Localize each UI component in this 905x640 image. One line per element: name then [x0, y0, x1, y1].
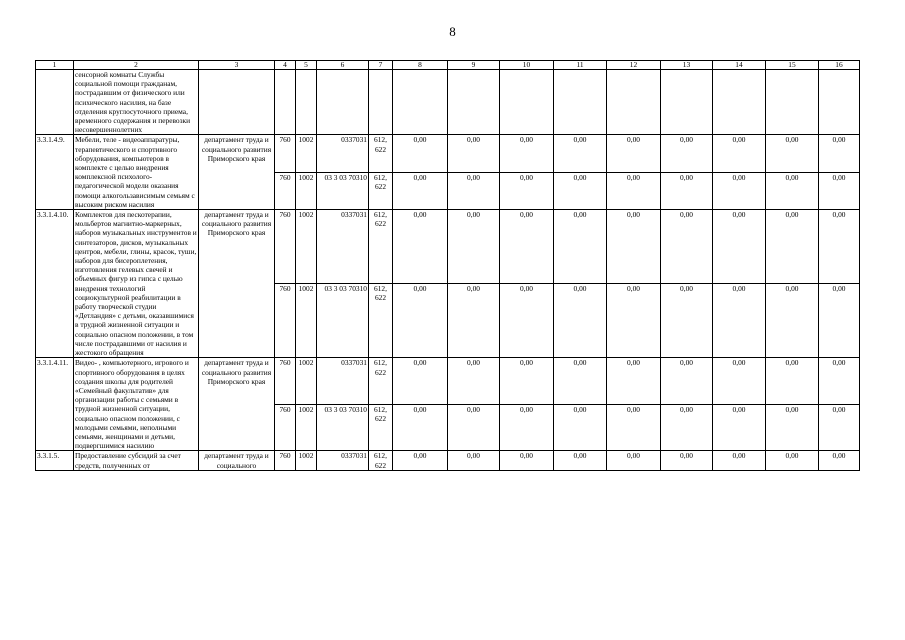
column-number: 9	[448, 61, 500, 70]
amount-cell: 0,00	[393, 135, 448, 172]
col-6-value: 0337031	[317, 210, 369, 284]
table-row	[36, 451, 860, 470]
col-7-value: 612, 622	[369, 210, 393, 284]
amount-cell: 0,00	[448, 404, 500, 451]
col-6-value: 03 3 03 70310	[317, 172, 369, 209]
amount-cell: 0,00	[448, 451, 500, 470]
amount-cell: 0,00	[766, 358, 819, 405]
column-number: 2	[74, 61, 199, 70]
amount-cell: 0,00	[554, 404, 607, 451]
amount-cell: 0,00	[713, 135, 766, 172]
row-department: департамент труда и социального	[199, 451, 275, 470]
amount-cell: 0,00	[448, 284, 500, 358]
amount-cell: 0,00	[500, 358, 554, 405]
amount-cell: 0,00	[661, 358, 713, 405]
row-code: 3.3.1.4.10.	[36, 210, 74, 358]
col-5-value: 1002	[296, 172, 317, 209]
amount-cell: 0,00	[766, 404, 819, 451]
amount-cell: 0,00	[554, 284, 607, 358]
amount-cell: 0,00	[713, 284, 766, 358]
col-6-value: 03 3 03 70310	[317, 284, 369, 358]
col-7-value: 612, 622	[369, 284, 393, 358]
amount-cell: 0,00	[819, 358, 860, 405]
amount-cell: 0,00	[661, 210, 713, 284]
col-5-value: 1002	[296, 358, 317, 405]
amount-cell: 0,00	[819, 284, 860, 358]
amount-cell: 0,00	[766, 172, 819, 209]
amount-cell: 0,00	[607, 451, 661, 470]
row-code: 3.3.1.4.9.	[36, 135, 74, 210]
amount-cell: 0,00	[607, 284, 661, 358]
amount-cell: 0,00	[554, 210, 607, 284]
column-number: 11	[554, 61, 607, 70]
col-5-value: 1002	[296, 284, 317, 358]
code-cell	[36, 70, 74, 135]
amount-cell: 0,00	[500, 135, 554, 172]
amount-cell: 0,00	[448, 135, 500, 172]
column-number: 5	[296, 61, 317, 70]
column-number-row	[36, 61, 860, 70]
amount-cell: 0,00	[607, 135, 661, 172]
amount-cell: 0,00	[554, 172, 607, 209]
col-6-value: 0337031	[317, 135, 369, 172]
table-row	[36, 210, 860, 284]
amount-cell: 0,00	[500, 284, 554, 358]
row-description: Мебели, теле - видеоаппаратуры, терапевтического и спортивного оборудования, компьютеров в комплекте с целью внедрения комплексной психолого-педагогической модели оказания помощи алкогользависимым семьям с высоким риском насилия	[74, 135, 199, 210]
amount-cell: 0,00	[661, 172, 713, 209]
col-5-value: 1002	[296, 451, 317, 470]
column-number: 15	[766, 61, 819, 70]
amount-cell: 0,00	[393, 210, 448, 284]
col-4-value: 760	[275, 210, 296, 284]
row-description: Видео- , компьютерного, игрового и спортивного оборудования в целях создания школы для родителей «Семейный факультатив» для организации работы с семьями в трудной жизненной ситуации, социально опасном положении, с молодыми семьями, неполными семьями, женщинами и детьми, подвергшимися насилию	[74, 358, 199, 451]
col-5-value: 1002	[296, 404, 317, 451]
col-7-value: 612, 622	[369, 358, 393, 405]
amount-cell: 0,00	[819, 451, 860, 470]
amount-cell: 0,00	[713, 451, 766, 470]
col-4-value: 760	[275, 135, 296, 172]
col-7-value: 612, 622	[369, 451, 393, 470]
budget-table	[35, 60, 860, 471]
amount-cell: 0,00	[607, 358, 661, 405]
col-5-value: 1002	[296, 135, 317, 172]
column-number: 7	[369, 61, 393, 70]
amount-cell: 0,00	[500, 404, 554, 451]
amount-cell: 0,00	[766, 284, 819, 358]
amount-cell: 0,00	[554, 358, 607, 405]
row-department: департамент труда и социального развития Приморского края	[199, 135, 275, 210]
amount-cell: 0,00	[819, 210, 860, 284]
amount-cell: 0,00	[393, 172, 448, 209]
amount-cell: 0,00	[393, 358, 448, 405]
col-4-value: 760	[275, 358, 296, 405]
col-6-value: 0337031	[317, 358, 369, 405]
amount-cell: 0,00	[393, 451, 448, 470]
amount-cell: 0,00	[500, 451, 554, 470]
column-number: 6	[317, 61, 369, 70]
col-4-value: 760	[275, 172, 296, 209]
col-7-value: 612, 622	[369, 172, 393, 209]
table-row	[36, 358, 860, 405]
row-department: департамент труда и социального развития Приморского края	[199, 358, 275, 451]
amount-cell: 0,00	[819, 135, 860, 172]
continuation-text: сенсорной комнаты Службы социальной помощи гражданам, пострадавшим от физического или психического насилия, на базе отделения круглосуточного приема, временного содержания и перевозки несовершеннолетних	[74, 70, 199, 135]
amount-cell: 0,00	[819, 172, 860, 209]
amount-cell: 0,00	[661, 135, 713, 172]
amount-cell: 0,00	[607, 172, 661, 209]
amount-cell: 0,00	[448, 358, 500, 405]
row-code: 3.3.1.4.11.	[36, 358, 74, 451]
amount-cell: 0,00	[500, 210, 554, 284]
col-7-value: 612, 622	[369, 135, 393, 172]
continuation-row	[36, 70, 860, 135]
col-5-value: 1002	[296, 210, 317, 284]
amount-cell: 0,00	[713, 172, 766, 209]
col-7-value: 612, 622	[369, 404, 393, 451]
amount-cell: 0,00	[661, 404, 713, 451]
column-number: 16	[819, 61, 860, 70]
amount-cell: 0,00	[607, 210, 661, 284]
amount-cell: 0,00	[766, 210, 819, 284]
amount-cell: 0,00	[713, 210, 766, 284]
amount-cell: 0,00	[500, 172, 554, 209]
column-number: 1	[36, 61, 74, 70]
amount-cell: 0,00	[661, 451, 713, 470]
column-number: 14	[713, 61, 766, 70]
amount-cell: 0,00	[393, 404, 448, 451]
column-number: 3	[199, 61, 275, 70]
row-code: 3.3.1.5.	[36, 451, 74, 470]
amount-cell: 0,00	[766, 135, 819, 172]
amount-cell: 0,00	[554, 451, 607, 470]
amount-cell: 0,00	[448, 172, 500, 209]
amount-cell: 0,00	[393, 284, 448, 358]
row-description: Комплектов для пескотерапии, мольбертов магнитно-маркерных, наборов музыкальных инструментов и синтезаторов, дисков, музыкальных центров, мебели, глины, красок, туши, наборов для бисероплетения, изготовления гелевых свечей и объемных фигур из гипса с целью внедрения технологий социокультурной реабилитации в работу творческой студии «Детландия» с детьми, оказавшимися в трудной жизненной ситуации и социально опасном положении, в том числе пострадавшими от насилия и жестокого обращения	[75, 210, 197, 358]
amount-cell: 0,00	[607, 404, 661, 451]
col-4-value: 760	[275, 404, 296, 451]
col-6-value: 0337031	[317, 451, 369, 470]
amount-cell: 0,00	[713, 404, 766, 451]
page-number: 8	[449, 24, 456, 39]
column-number: 10	[500, 61, 554, 70]
amount-cell: 0,00	[554, 135, 607, 172]
row-description: Предоставление субсидий за счет средств, полученных от	[74, 451, 199, 470]
col-6-value: 03 3 03 70310	[317, 404, 369, 451]
column-number: 4	[275, 61, 296, 70]
amount-cell: 0,00	[713, 358, 766, 405]
table-row	[36, 135, 860, 172]
col-4-value: 760	[275, 451, 296, 470]
column-number: 13	[661, 61, 713, 70]
amount-cell: 0,00	[766, 451, 819, 470]
amount-cell: 0,00	[661, 284, 713, 358]
amount-cell: 0,00	[819, 404, 860, 451]
column-number: 8	[393, 61, 448, 70]
column-number: 12	[607, 61, 661, 70]
amount-cell: 0,00	[448, 210, 500, 284]
col-4-value: 760	[275, 284, 296, 358]
row-department: департамент труда и социального развития Приморского края	[199, 210, 275, 358]
